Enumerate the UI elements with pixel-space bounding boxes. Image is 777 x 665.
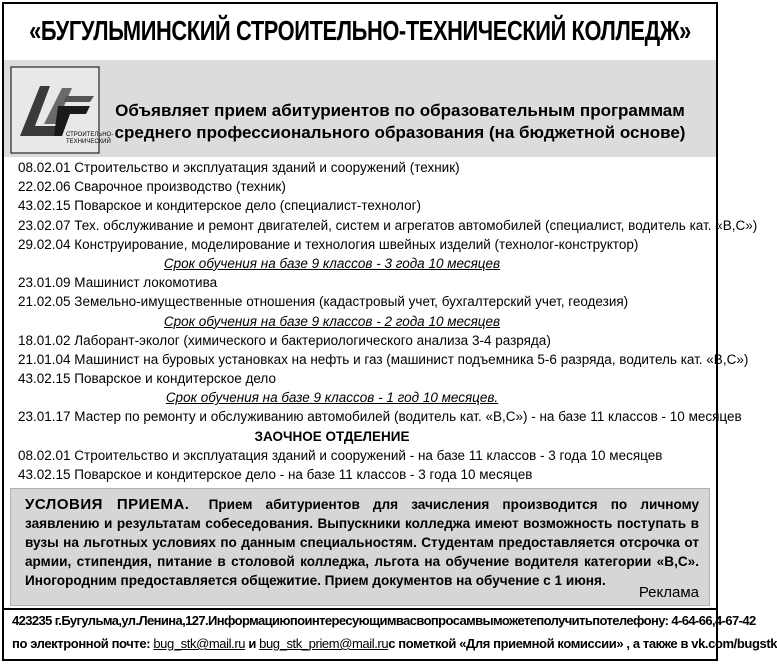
admission-conditions (10, 488, 710, 606)
study-term: Срок обучения на базе 9 классов - 1 год 10 месяцев. (165, 390, 499, 406)
email-and: и (248, 636, 256, 651)
advertisement-label: Реклама (638, 584, 699, 601)
department-heading: ЗАОЧНОЕ ОТДЕЛЕНИЕ (254, 428, 410, 444)
logo-caption: СТРОИТЕЛЬНО-ТЕХНИЧЕСКИЙ (66, 132, 114, 145)
program-item: 23.01.09 Машинист локомотива (18, 275, 218, 291)
study-term: Срок обучения на базе 9 классов - 2 года 10 месяцев (163, 313, 501, 329)
email-line (12, 636, 777, 651)
program-item: 23.01.17 Мастер по ремонту и обслуживанию автомобилей (водитель кат. «В,С») - на базе 11 классов - 10 месяцев (18, 409, 742, 425)
advertisement (2, 2, 777, 661)
email-link-2[interactable]: bug_stk_priem@mail.ru (259, 636, 389, 651)
program-item: 29.02.04 Конструирование, моделирование и технология швейных изделий (технолог-конструктор) (18, 236, 639, 252)
program-item: 22.02.06 Сварочное производство (техник) (18, 179, 286, 195)
program-item: 21.02.05 Земельно-имущественные отношения (кадастровый учет, бухгалтерский учет, геодезия) (18, 294, 629, 310)
programs-list (18, 158, 758, 484)
email-suffix: с пометкой «Для приемной комиссии» , а также в vk.com/bugstk (388, 636, 777, 651)
program-item: 18.01.02 Лаборант-эколог (химического и бактериологического анализа 3-4 разряда) (18, 332, 551, 348)
announcement-line-1: Объявляет прием абитуриентов по образовательным программам (115, 101, 685, 120)
announcement (104, 100, 696, 144)
college-title: «БУГУЛЬМИНСКИЙ СТРОИТЕЛЬНО-ТЕХНИЧЕСКИЙ КОЛЛЕДЖ» (29, 15, 691, 46)
email-link-1[interactable]: bug_stk@mail.ru (153, 636, 246, 651)
email-prefix: по электронной почте: (12, 636, 151, 651)
program-item: 43.02.15 Поварское и кондитерское дело (18, 371, 276, 387)
program-item: 08.02.01 Строительство и эксплуатация зданий и сооружений - на базе 11 классов - 3 года 10 месяцев (18, 447, 663, 463)
program-item: 21.01.04 Машинист на буровых установках на нефть и газ (машинист подъемника 5-6 разряда, водитель кат. «В,С») (18, 351, 749, 367)
contact-footer (4, 608, 777, 661)
program-item: 43.02.15 Поварское и кондитерское дело - на базе 11 классов - 3 года 10 месяцев (18, 467, 533, 482)
conditions-text (25, 495, 699, 590)
announcement-line-2: среднего профессионального образования (на бюджетной основе) (114, 123, 686, 142)
program-item: 08.02.01 Строительство и эксплуатация зданий и сооружений (техник) (18, 160, 460, 175)
conditions-body: Прием абитуриентов для зачисления производится по личному заявлению и результатам собеседования. Выпускники колледжа имеют возможность поступать в вузы на льготных условиях по данным специальностям. Студентам предоставляется отсрочка от армии, стипендия, питание в столовой колледжа, льгота на обучение водителя категории «В,С». Иногородним предоставляется общежитие. Прием документов на обучение с 1 июня. (25, 497, 699, 588)
address-phone: 423235 г.Бугульма,ул.Ленина,127.Информациюпоинтересующимвасвопросамвыможетеполучитьпотелефону: 4-64-66,4-67-42 (12, 613, 756, 628)
program-item: 43.02.15 Поварское и кондитерское дело (специалист-технолог) (18, 198, 422, 214)
program-item: 23.02.07 Тех. обслуживание и ремонт двигателей, систем и агрегатов автомобилей (специалист, водитель кат. «В,С») (18, 217, 758, 233)
study-term: Срок обучения на базе 9 классов - 3 года 10 месяцев (163, 255, 501, 271)
conditions-heading: УСЛОВИЯ ПРИЕМА. (25, 496, 190, 513)
